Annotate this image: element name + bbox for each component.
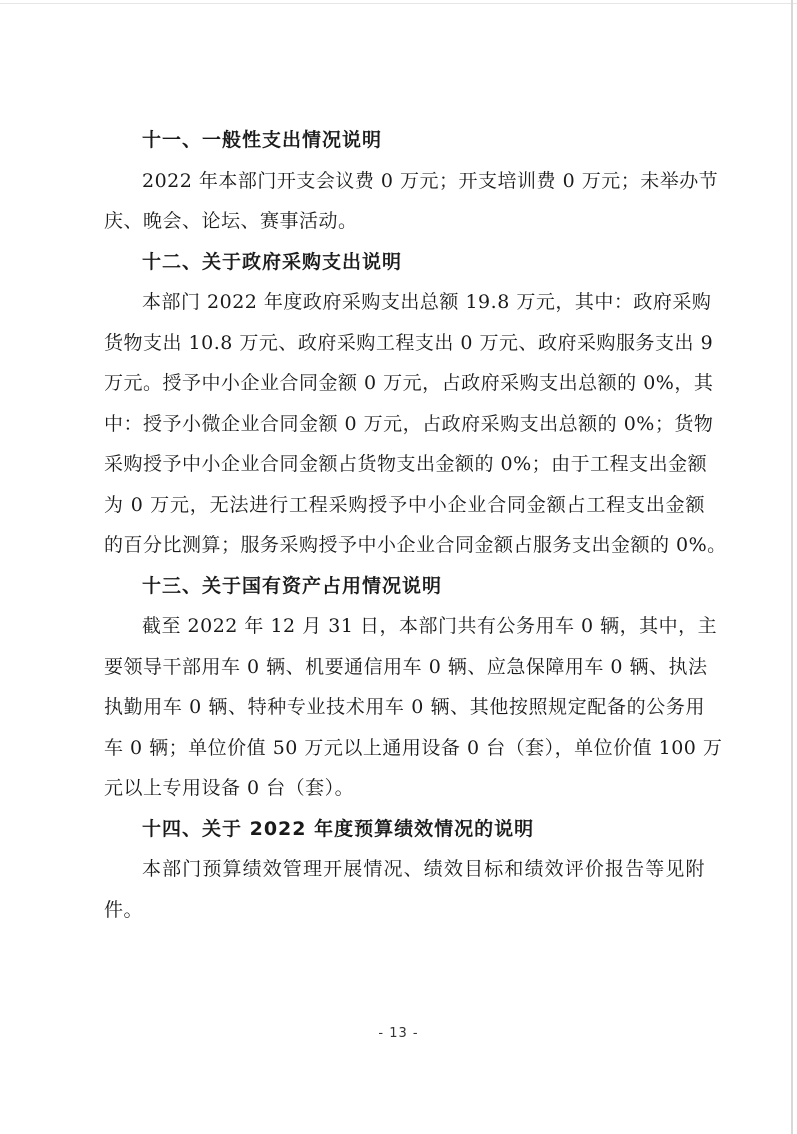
section-budget-performance <box>104 809 705 931</box>
paragraph-line: 采购授予中小企业合同金额占货物支出金额的 0%；由于工程支出金额 <box>104 453 708 475</box>
section-heading: 十四、关于 2022 年度预算绩效情况的说明 <box>142 817 535 840</box>
section-heading: 十二、关于政府采购支出说明 <box>142 250 403 273</box>
paragraph-line: 的百分比测算；服务采购授予中小企业合同金额占服务支出金额的 0%。 <box>104 534 727 556</box>
section-heading: 十一、一般性支出情况说明 <box>142 129 383 151</box>
paragraph-line: 2022 年本部门开支会议费 0 万元；开支培训费 0 万元；未举办节 <box>142 169 719 192</box>
paragraph-line: 件。 <box>104 898 144 921</box>
paragraph-line: 截至 2022 年 12 月 31 日，本部门共有公务用车 0 辆，其中，主 <box>142 615 718 637</box>
page-number: - 13 - <box>378 1026 419 1041</box>
paragraph-line: 要领导干部用车 0 辆、机要通信用车 0 辆、应急保障用车 0 辆、执法 <box>104 655 708 678</box>
paragraph-line: 货物支出 10.8 万元、政府采购工程支出 0 万元、政府采购服务支出 9 <box>104 331 714 354</box>
document-body <box>104 120 727 930</box>
section-state-assets <box>104 566 723 809</box>
scan-edge-right <box>791 0 793 1134</box>
paragraph-line: 车 0 辆；单位价值 50 万元以上通用设备 0 台（套），单位价值 100 万 <box>104 736 723 759</box>
paragraph-line: 中：授予小微企业合同金额 0 万元，占政府采购支出总额的 0%；货物 <box>104 412 714 435</box>
scan-edge-top <box>0 3 797 4</box>
paragraph-line: 庆、晚会、论坛、赛事活动。 <box>104 210 358 232</box>
paragraph-line: 本部门预算绩效管理开展情况、绩效目标和绩效评价报告等见附 <box>142 858 705 880</box>
paragraph-line: 本部门 2022 年度政府采购支出总额 19.8 万元，其中：政府采购 <box>142 291 712 313</box>
section-government-procurement <box>104 242 727 566</box>
section-heading: 十三、关于国有资产占用情况说明 <box>142 574 443 597</box>
paragraph-line: 元以上专用设备 0 台（套）。 <box>104 777 355 799</box>
section-general-expenditure <box>104 120 719 242</box>
paragraph-line: 万元。授予中小企业合同金额 0 万元，占政府采购支出总额的 0%，其 <box>104 372 714 394</box>
paragraph-line: 执勤用车 0 辆、特种专业技术用车 0 辆、其他按照规定配备的公务用 <box>104 696 705 718</box>
paragraph-line: 为 0 万元，无法进行工程采购授予中小企业合同金额占工程支出金额 <box>104 493 705 516</box>
